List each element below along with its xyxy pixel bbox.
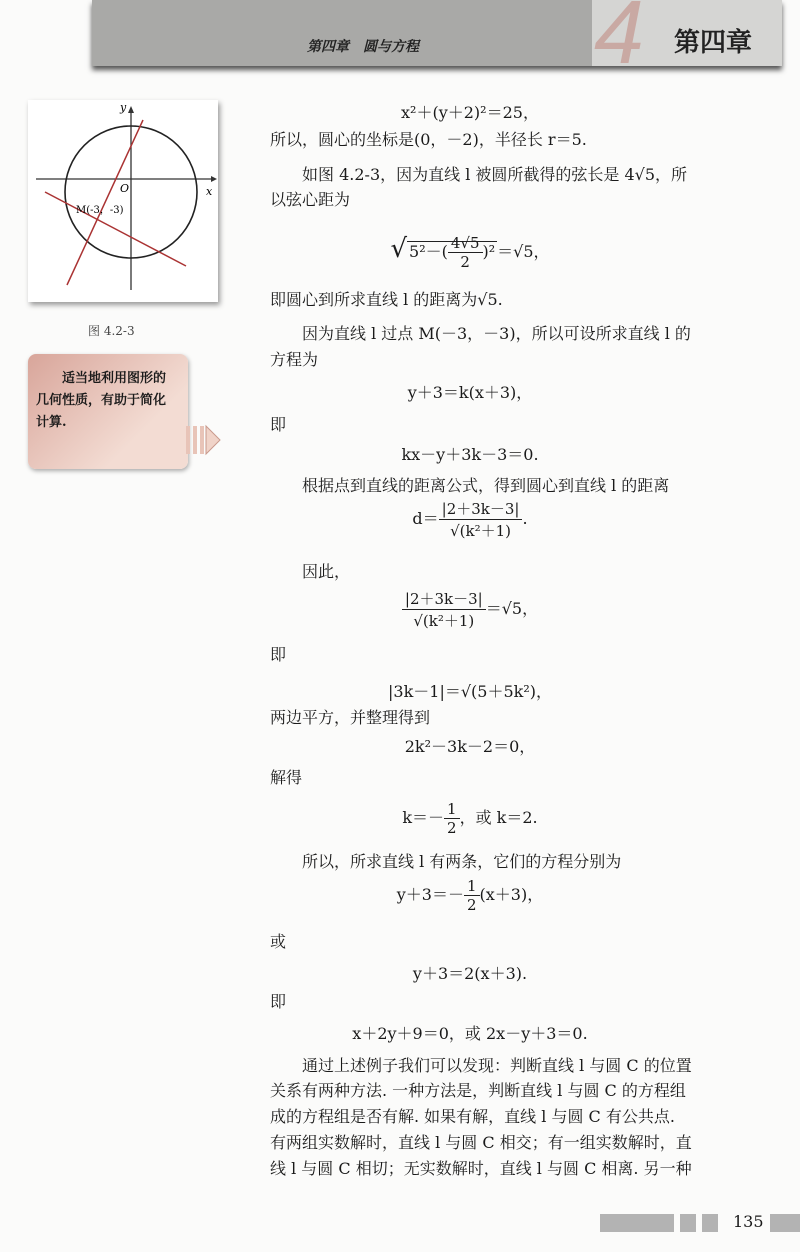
point-m-label: M(-3，-3) xyxy=(76,205,124,216)
x-axis-arrow xyxy=(211,176,217,182)
text-line: 关系有两种方法. 一种方法是，判断直线 l 与圆 C 的方程组 xyxy=(270,1081,686,1100)
equation: x＋2y＋9＝0，或 2x－y＋3＝0. xyxy=(352,1024,588,1043)
text-line: 解得 xyxy=(270,768,303,787)
origin-label: O xyxy=(120,182,130,195)
sqrt-sign: √ xyxy=(390,234,408,264)
margin-note: 适当地利用图形的几何性质，有助于简化计算. xyxy=(28,354,188,469)
footer-bar xyxy=(770,1214,800,1232)
text-line: 因此， xyxy=(302,562,351,581)
x-axis-label: x xyxy=(206,185,213,198)
fraction: $\frac{1}{2}$ xyxy=(444,800,460,837)
equation: y＋3＝2(x＋3). xyxy=(412,964,528,983)
text-line: 因为直线 l 过点 M(－3，－3)，所以可设所求直线 l 的 xyxy=(302,324,691,343)
fraction: $\frac{|2+3k-3|}{\text{√(k²＋1)}}$ xyxy=(402,588,486,631)
equation: 2k²－3k－2＝0， xyxy=(404,737,536,756)
equation: |3k－1|＝√(5＋5k²)， xyxy=(388,682,552,701)
fraction: $\frac{1}{2}$ xyxy=(464,877,480,914)
section-title: 第四章 圆与方程 xyxy=(307,38,419,54)
equation: y＋3＝－ $\frac{1}{2}$ (x＋3)， xyxy=(396,877,544,914)
footer-bar xyxy=(702,1214,718,1232)
chapter-header xyxy=(92,0,782,83)
equation: x²＋(y＋2)²＝25， xyxy=(401,103,539,122)
y-axis-label: y xyxy=(120,101,127,114)
text-line: 根据点到直线的距离公式，得到圆心到直线 l 的距离 xyxy=(302,476,670,495)
text-line: 通过上述例子我们可以发现：判断直线 l 与圆 C 的位置 xyxy=(302,1056,692,1075)
page-number: 135 xyxy=(733,1212,764,1231)
text-line: 即 xyxy=(270,992,287,1011)
chapter-tab xyxy=(592,0,782,83)
fraction: $\frac{|2+3k-3|}{\text{√(k²＋1)}}$ xyxy=(439,498,523,541)
equation: $\frac{|2+3k-3|}{\text{√(k²＋1)}}$ ＝√5， xyxy=(0,588,800,631)
text-line: 两边平方，并整理得到 xyxy=(270,708,431,727)
text-line: 成的方程组是否有解. 如果有解，直线 l 与圆 C 有公共点. xyxy=(270,1107,675,1126)
text-line: 如图 4.2-3，因为直线 l 被圆所截得的弦长是 4√5，所 xyxy=(302,165,688,184)
chapter-title: 第四章 xyxy=(673,27,752,57)
text-line: 即 xyxy=(270,645,287,664)
text-line: 即圆心到所求直线 l 的距离为√5. xyxy=(270,290,503,309)
text-line: 所以，圆心的坐标是(0，－2)，半径长 r＝5. xyxy=(270,130,587,149)
equation: d＝ $\frac{|2+3k-3|}{\text{√(k²＋1)}}$ . xyxy=(412,500,528,540)
text-line: 所以，所求直线 l 有两条，它们的方程分别为 xyxy=(302,852,622,871)
footer-bar xyxy=(680,1214,696,1232)
text-line: 以弦心距为 xyxy=(270,190,351,209)
text-line: 方程为 xyxy=(270,350,319,369)
chapter-number-watermark: 4 xyxy=(594,0,645,83)
figure-circle-lines xyxy=(28,100,218,302)
equation: √ 5²－( $\frac{4√5}{2}$ )² ＝√5， xyxy=(390,234,550,271)
equation: k＝－ $\frac{1}{2}$ ，或 k＝2. xyxy=(402,800,538,837)
footer-bar xyxy=(600,1214,674,1232)
equation: kx－y＋3k－3＝0. xyxy=(401,445,539,464)
equation: y＋3＝k(x＋3)， xyxy=(407,383,533,402)
text-line: 有两组实数解时，直线 l 与圆 C 相交；有一组实数解时，直 xyxy=(270,1133,692,1152)
figure-caption: 图 4.2-3 xyxy=(88,324,135,338)
text-line: 即 xyxy=(270,415,287,434)
sqrt-body: 5²－( $\frac{4√5}{2}$ )² xyxy=(409,234,496,271)
text-line: 或 xyxy=(270,932,287,951)
fraction: $\frac{4√5}{2}$ xyxy=(448,234,483,271)
text-line: 线 l 与圆 C 相切；无实数解时，直线 l 与圆 C 相离. 另一种 xyxy=(270,1159,692,1178)
